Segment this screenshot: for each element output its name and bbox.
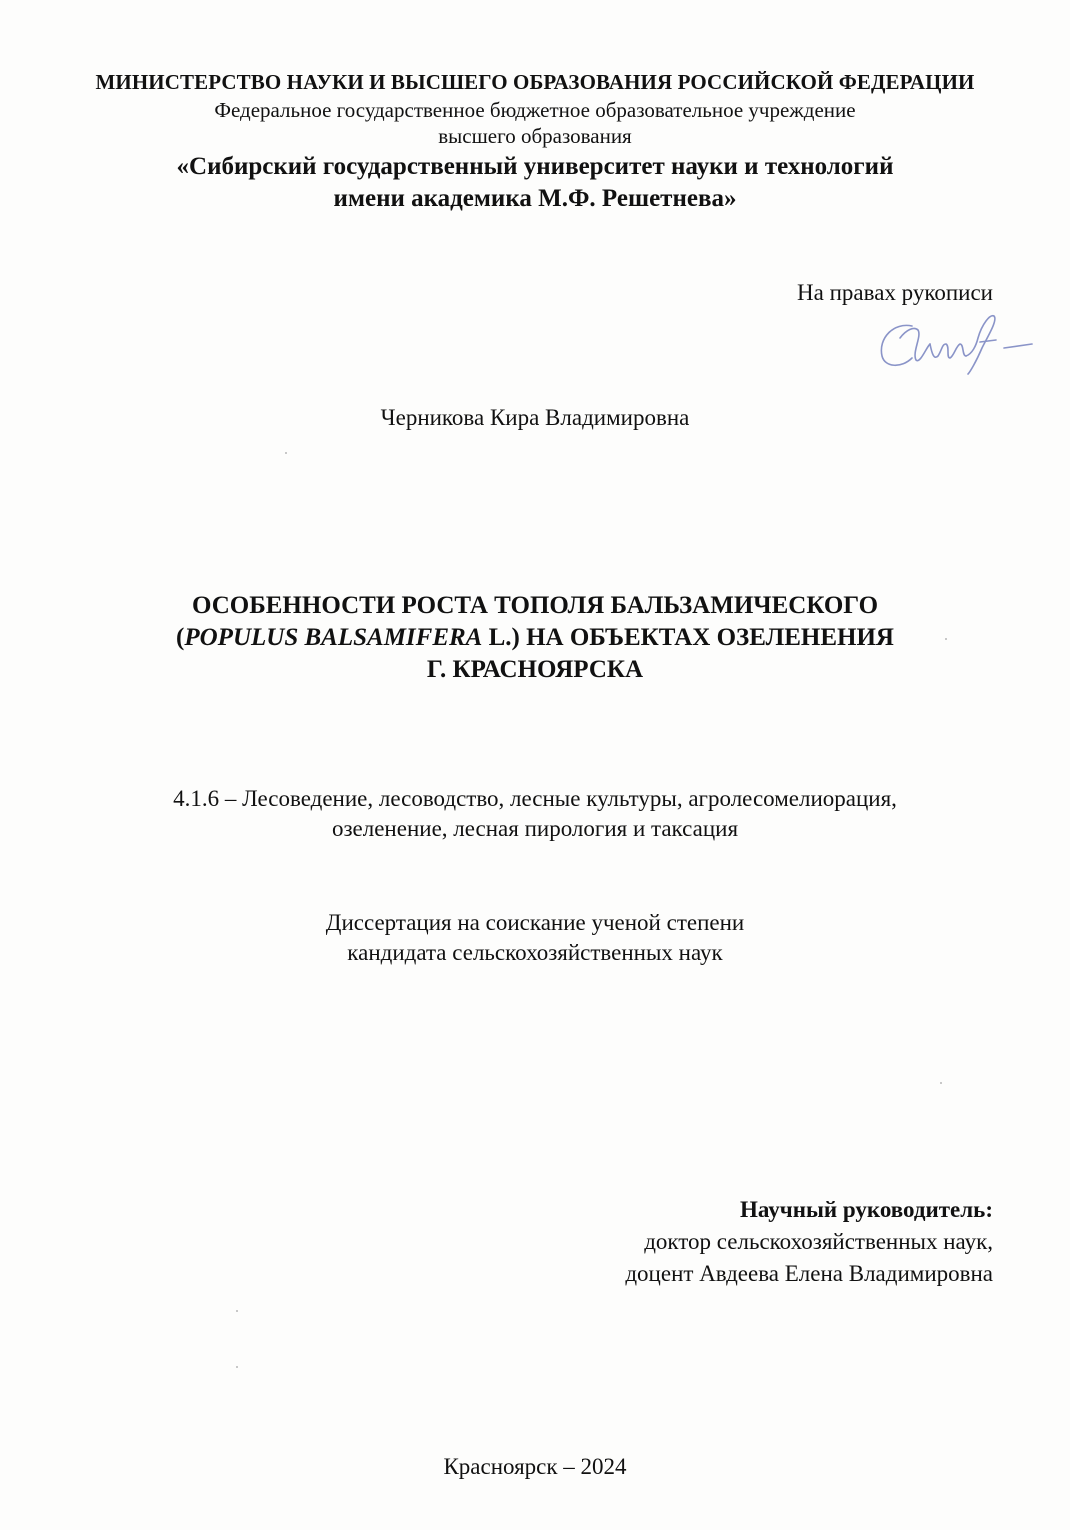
specialty-line2: озеленение, лесная пирология и таксация — [331, 816, 739, 841]
scan-speck — [285, 452, 287, 454]
degree-line2: кандидата сельскохозяйственных наук — [347, 940, 723, 965]
supervisor-degree: доктор сельскохозяйственных наук, — [644, 1229, 993, 1254]
institution-level: высшего образования — [438, 124, 632, 148]
scan-speck — [940, 1082, 942, 1084]
title-line2-rest: L.) НА ОБЪЕКТАХ ОЗЕЛЕНЕНИЯ — [482, 624, 894, 651]
supervisor-heading: Научный руководитель: — [740, 1197, 993, 1222]
manuscript-rights-note: На правах рукописи — [797, 280, 993, 305]
institution-type: Федеральное государственное бюджетное образовательное учреждение — [214, 98, 856, 122]
dissertation-title-line1: ОСОБЕННОСТИ РОСТА ТОПОЛЯ БАЛЬЗАМИЧЕСКОГО — [191, 592, 879, 619]
university-name-line2: имени академика М.Ф. Решетнева» — [333, 185, 737, 212]
ministry-name: МИНИСТЕРСТВО НАУКИ И ВЫСШЕГО ОБРАЗОВАНИЯ РОССИЙСКОЙ ФЕДЕРАЦИИ — [95, 70, 975, 94]
city-year: Красноярск – 2024 — [443, 1454, 627, 1479]
degree-line1: Диссертация на соискание ученой степени — [325, 910, 745, 935]
author-name: Черникова Кира Владимировна — [380, 405, 690, 430]
handwritten-signature — [872, 308, 1037, 378]
title-open-paren: ( — [176, 624, 185, 651]
specialty-line1: 4.1.6 – Лесоведение, лесоводство, лесные культуры, агролесомелиорация, — [173, 786, 897, 811]
university-name-line1: «Сибирский государственный университет науки и технологий — [176, 153, 894, 180]
dissertation-title-line3: Г. КРАСНОЯРСКА — [426, 656, 644, 683]
scan-speck — [236, 1366, 238, 1368]
dissertation-title-line2 — [0, 624, 1070, 652]
supervisor-name: доцент Авдеева Елена Владимировна — [625, 1261, 993, 1286]
scan-speck — [236, 1310, 238, 1312]
latin-species-name: POPULUS BALSAMIFERA — [184, 624, 483, 651]
scan-speck — [945, 638, 947, 640]
